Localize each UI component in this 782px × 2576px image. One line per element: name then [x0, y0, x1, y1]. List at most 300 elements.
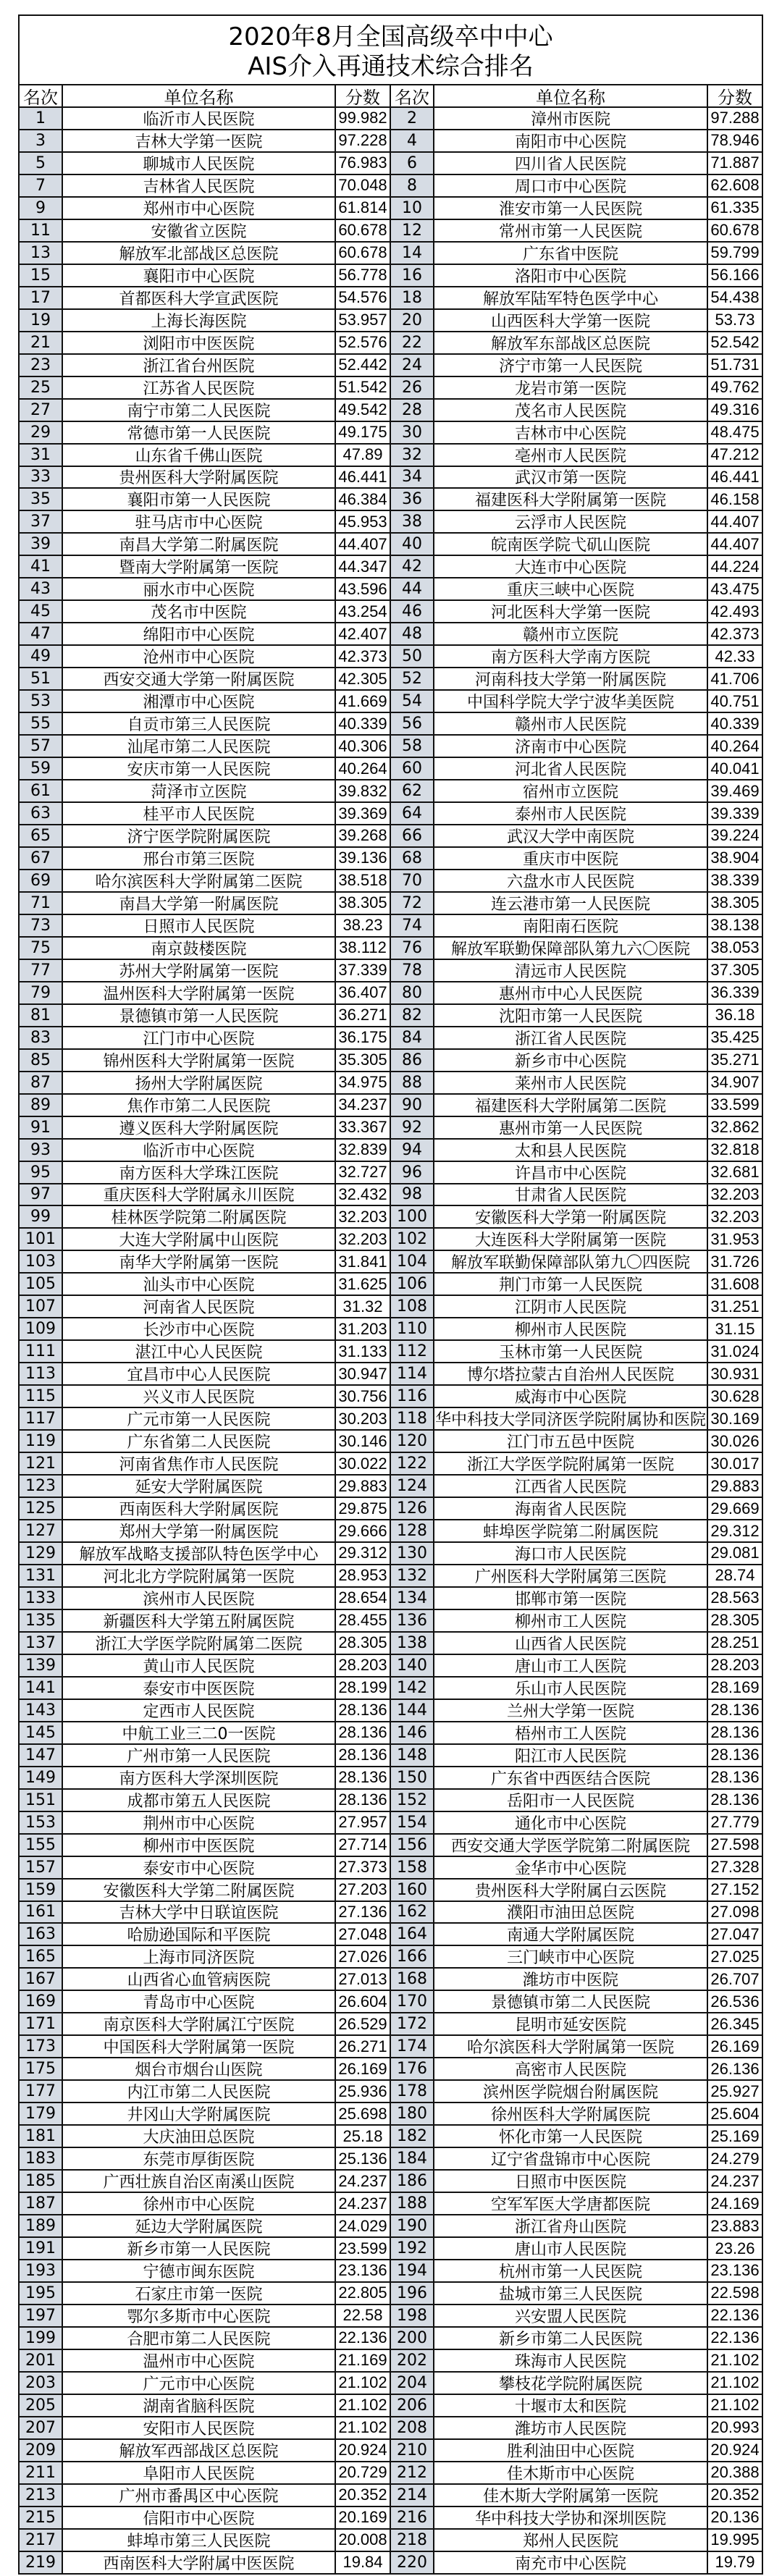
- hospital-name-cell: 龙岩市第一医院: [434, 377, 708, 400]
- rank-cell: 102: [391, 1229, 434, 1251]
- rank-cell: 92: [391, 1117, 434, 1140]
- rank-cell: 58: [391, 736, 434, 758]
- rank-cell: 24: [391, 355, 434, 377]
- score-cell: 38.138: [708, 915, 763, 938]
- hospital-name-cell: 汕尾市第二人民医院: [63, 736, 336, 758]
- score-cell: 30.931: [708, 1363, 763, 1386]
- rank-cell: 134: [391, 1588, 434, 1610]
- rank-cell: 171: [20, 2013, 63, 2036]
- table-row: [20, 130, 763, 153]
- rank-cell: 88: [391, 1072, 434, 1095]
- table-row: [20, 803, 763, 825]
- hospital-name-cell: 南昌大学第二附属医院: [63, 534, 336, 556]
- rank-cell: 54: [391, 691, 434, 713]
- score-cell: 52.542: [708, 332, 763, 355]
- table-row: [20, 2485, 763, 2507]
- score-cell: 21.169: [336, 2350, 391, 2373]
- rank-cell: 204: [391, 2373, 434, 2395]
- table-row: [20, 1543, 763, 1565]
- rank-cell: 217: [20, 2530, 63, 2552]
- score-cell: 26.345: [708, 2013, 763, 2036]
- hospital-name-cell: 通化市中心医院: [434, 1812, 708, 1835]
- rank-cell: 117: [20, 1408, 63, 1431]
- score-cell: 28.136: [708, 1767, 763, 1790]
- rank-cell: 218: [391, 2530, 434, 2552]
- score-cell: 31.726: [708, 1251, 763, 1274]
- table-row: [20, 1520, 763, 1543]
- table-row: [20, 377, 763, 400]
- score-cell: 31.32: [336, 1296, 391, 1318]
- table-row: [20, 1206, 763, 1229]
- rank-cell: 205: [20, 2395, 63, 2417]
- rank-cell: 95: [20, 1162, 63, 1184]
- table-row: [20, 1431, 763, 1453]
- score-cell: 28.136: [336, 1700, 391, 1722]
- rank-cell: 138: [391, 1633, 434, 1655]
- score-cell: 20.729: [336, 2462, 391, 2485]
- rank-cell: 93: [20, 1140, 63, 1162]
- rank-cell: 132: [391, 1565, 434, 1588]
- score-cell: 26.271: [336, 2036, 391, 2058]
- table-row: [20, 2103, 763, 2126]
- table-row: [20, 1902, 763, 1924]
- score-cell: 26.536: [708, 1991, 763, 2013]
- title-block: [20, 16, 763, 85]
- score-cell: 48.475: [708, 422, 763, 445]
- rank-cell: 73: [20, 915, 63, 938]
- table-row: [20, 1565, 763, 1588]
- rank-cell: 195: [20, 2283, 63, 2305]
- rank-cell: 186: [391, 2171, 434, 2193]
- table-row: [20, 1027, 763, 1050]
- score-cell: 19.79: [708, 2552, 763, 2575]
- hospital-name-cell: 蚌埠市第三人民医院: [63, 2530, 336, 2552]
- table-row: [20, 1296, 763, 1318]
- rank-cell: 113: [20, 1363, 63, 1386]
- score-cell: 23.26: [708, 2238, 763, 2260]
- hospital-name-cell: 上海市同济医院: [63, 1946, 336, 1969]
- hospital-name-cell: 珠海市人民医院: [434, 2350, 708, 2373]
- rank-cell: 139: [20, 1655, 63, 1678]
- rank-cell: 64: [391, 803, 434, 825]
- table-row: [20, 198, 763, 220]
- hospital-name-cell: 桂林医学院第二附属医院: [63, 1206, 336, 1229]
- hospital-name-cell: 解放军北部战区总医院: [63, 243, 336, 265]
- rank-cell: 133: [20, 1588, 63, 1610]
- rank-cell: 169: [20, 1991, 63, 2013]
- score-cell: 25.169: [708, 2126, 763, 2148]
- hospital-name-cell: 南华大学附属第一医院: [63, 1251, 336, 1274]
- score-cell: 54.576: [336, 287, 391, 310]
- hospital-name-cell: 延安大学附属医院: [63, 1476, 336, 1498]
- hospital-name-cell: 重庆医科大学附属永川医院: [63, 1184, 336, 1207]
- hospital-name-cell: 广东省中西医结合医院: [434, 1767, 708, 1790]
- score-cell: 97.228: [336, 130, 391, 153]
- score-cell: 39.268: [336, 825, 391, 848]
- score-cell: 40.264: [336, 758, 391, 780]
- hospital-name-cell: 南充市中心医院: [434, 2552, 708, 2575]
- rank-cell: 99: [20, 1206, 63, 1229]
- rank-cell: 152: [391, 1790, 434, 1812]
- hospital-name-cell: 哈尔滨医科大学附属第二医院: [63, 870, 336, 893]
- rank-cell: 136: [391, 1610, 434, 1633]
- table-row: [20, 2058, 763, 2081]
- rank-cell: 188: [391, 2193, 434, 2215]
- score-cell: 42.305: [336, 668, 391, 691]
- score-cell: 28.136: [336, 1767, 391, 1790]
- score-cell: 28.203: [336, 1655, 391, 1678]
- hospital-name-cell: 遵义医科大学附属医院: [63, 1117, 336, 1140]
- rank-cell: 48: [391, 623, 434, 646]
- rank-cell: 51: [20, 668, 63, 691]
- hospital-name-cell: 辽宁省盘锦市中心医院: [434, 2148, 708, 2171]
- score-cell: 33.599: [708, 1095, 763, 1117]
- score-cell: 25.698: [336, 2103, 391, 2126]
- title-line-1: 2020年8月全国高级卒中中心: [228, 22, 553, 51]
- table-row: [20, 736, 763, 758]
- score-cell: 52.576: [336, 332, 391, 355]
- hospital-name-cell: 胜利油田中心医院: [434, 2440, 708, 2462]
- score-cell: 30.203: [336, 1408, 391, 1431]
- score-cell: 25.136: [336, 2148, 391, 2171]
- hospital-name-cell: 江阴市人民医院: [434, 1296, 708, 1318]
- table-row: [20, 1700, 763, 1722]
- rank-cell: 20: [391, 310, 434, 332]
- hospital-name-cell: 日照市人民医院: [63, 915, 336, 938]
- hospital-name-cell: 郑州人民医院: [434, 2530, 708, 2552]
- score-cell: 38.23: [336, 915, 391, 938]
- hospital-name-cell: 浏阳市中医医院: [63, 332, 336, 355]
- rank-cell: 148: [391, 1745, 434, 1767]
- table-row: [20, 2507, 763, 2530]
- rank-cell: 206: [391, 2395, 434, 2417]
- hospital-name-cell: 广州医科大学附属第三医院: [434, 1565, 708, 1588]
- rank-cell: 83: [20, 1027, 63, 1050]
- score-cell: 23.136: [708, 2260, 763, 2283]
- rank-cell: 74: [391, 915, 434, 938]
- hospital-name-cell: 湖南省脑科医院: [63, 2395, 336, 2417]
- score-cell: 32.862: [708, 1117, 763, 1140]
- rank-cell: 198: [391, 2305, 434, 2328]
- hospital-name-cell: 丽水市中心医院: [63, 578, 336, 601]
- score-cell: 27.098: [708, 1902, 763, 1924]
- table-row: [20, 1835, 763, 1857]
- hospital-name-cell: 延边大学附属医院: [63, 2215, 336, 2238]
- rank-cell: 47: [20, 623, 63, 646]
- title-line-2: AIS介入再通技术综合排名: [248, 52, 534, 81]
- hospital-name-cell: 佳木斯大学附属第一医院: [434, 2485, 708, 2507]
- score-cell: 24.237: [708, 2171, 763, 2193]
- score-cell: 30.628: [708, 1386, 763, 1408]
- hospital-name-cell: 甘肃省人民医院: [434, 1184, 708, 1207]
- score-cell: 44.407: [708, 511, 763, 534]
- rank-cell: 122: [391, 1453, 434, 1476]
- hospital-name-cell: 华中科技大学协和深圳医院: [434, 2507, 708, 2530]
- table-row: [20, 1341, 763, 1363]
- rank-cell: 81: [20, 1005, 63, 1027]
- hospital-name-cell: 河南省焦作市人民医院: [63, 1453, 336, 1476]
- score-cell: 23.599: [336, 2238, 391, 2260]
- rank-cell: 129: [20, 1543, 63, 1565]
- hospital-name-cell: 四川省人民医院: [434, 153, 708, 175]
- hospital-name-cell: 常州市第一人民医院: [434, 220, 708, 243]
- table-row: [20, 2395, 763, 2417]
- table-row: [20, 2013, 763, 2036]
- rank-cell: 176: [391, 2058, 434, 2081]
- rank-cell: 97: [20, 1184, 63, 1207]
- rank-cell: 75: [20, 938, 63, 960]
- score-cell: 42.493: [708, 601, 763, 623]
- score-cell: 25.927: [708, 2081, 763, 2103]
- hospital-name-cell: 潍坊市中医院: [434, 1969, 708, 1991]
- hospital-name-cell: 昆明市延安医院: [434, 2013, 708, 2036]
- score-cell: 31.133: [336, 1341, 391, 1363]
- hospital-name-cell: 惠州市第一人民医院: [434, 1117, 708, 1140]
- score-cell: 35.271: [708, 1050, 763, 1072]
- rank-cell: 147: [20, 1745, 63, 1767]
- hospital-name-cell: 济宁市第一人民医院: [434, 355, 708, 377]
- table-row: [20, 243, 763, 265]
- hospital-name-cell: 浙江大学医学院附属第二医院: [63, 1633, 336, 1655]
- table-row: [20, 1229, 763, 1251]
- hospital-name-cell: 中国科学院大学宁波华美医院: [434, 691, 708, 713]
- hospital-name-cell: 西安交通大学第一附属医院: [63, 668, 336, 691]
- score-cell: 19.84: [336, 2552, 391, 2575]
- hospital-name-cell: 济南市中心医院: [434, 736, 708, 758]
- table-row: [20, 2260, 763, 2283]
- rank-cell: 197: [20, 2305, 63, 2328]
- rank-cell: 56: [391, 713, 434, 736]
- hospital-name-cell: 山西医科大学第一医院: [434, 310, 708, 332]
- rank-cell: 155: [20, 1835, 63, 1857]
- rank-cell: 207: [20, 2417, 63, 2440]
- rank-cell: 6: [391, 153, 434, 175]
- score-cell: 76.983: [336, 153, 391, 175]
- table-row: [20, 1767, 763, 1790]
- score-cell: 28.251: [708, 1633, 763, 1655]
- table-row: [20, 2350, 763, 2373]
- hospital-name-cell: 莱州市人民医院: [434, 1072, 708, 1095]
- hospital-name-cell: 乐山市人民医院: [434, 1678, 708, 1700]
- table-row: [20, 982, 763, 1005]
- hospital-name-cell: 景德镇市第一人民医院: [63, 1005, 336, 1027]
- hospital-name-cell: 茂名市中医院: [63, 601, 336, 623]
- score-cell: 40.339: [336, 713, 391, 736]
- rank-cell: 104: [391, 1251, 434, 1274]
- hospital-name-cell: 襄阳市第一人民医院: [63, 489, 336, 511]
- table-row: [20, 265, 763, 287]
- hospital-name-cell: 高密市人民医院: [434, 2058, 708, 2081]
- rank-cell: 174: [391, 2036, 434, 2058]
- score-cell: 29.883: [336, 1476, 391, 1498]
- score-cell: 35.305: [336, 1050, 391, 1072]
- table-row: [20, 2081, 763, 2103]
- hospital-name-cell: 武汉市第一医院: [434, 467, 708, 489]
- hospital-name-cell: 中国医科大学附属第一医院: [63, 2036, 336, 2058]
- score-cell: 38.053: [708, 938, 763, 960]
- rank-cell: 215: [20, 2507, 63, 2530]
- hospital-name-cell: 江门市中心医院: [63, 1027, 336, 1050]
- hospital-name-cell: 大庆油田总医院: [63, 2126, 336, 2148]
- hospital-name-cell: 山东省千佛山医院: [63, 445, 336, 467]
- rank-cell: 124: [391, 1476, 434, 1498]
- hospital-name-cell: 暨南大学附属第一医院: [63, 556, 336, 578]
- rank-cell: 59: [20, 758, 63, 780]
- hospital-name-cell: 泰州市人民医院: [434, 803, 708, 825]
- score-cell: 30.146: [336, 1431, 391, 1453]
- table-row: [20, 2462, 763, 2485]
- rank-cell: 158: [391, 1857, 434, 1880]
- rank-cell: 90: [391, 1095, 434, 1117]
- table-row: [20, 332, 763, 355]
- table-row: [20, 1274, 763, 1296]
- score-cell: 28.199: [336, 1678, 391, 1700]
- hospital-name-cell: 三门峡市中心医院: [434, 1946, 708, 1969]
- hospital-name-cell: 贵州医科大学附属医院: [63, 467, 336, 489]
- hospital-name-cell: 怀化市第一人民医院: [434, 2126, 708, 2148]
- rank-cell: 2: [391, 108, 434, 130]
- hospital-name-cell: 泰安市中医医院: [63, 1678, 336, 1700]
- score-cell: 47.212: [708, 445, 763, 467]
- rank-cell: 164: [391, 1924, 434, 1946]
- table-row: [20, 1318, 763, 1341]
- hospital-name-cell: 井冈山大学附属医院: [63, 2103, 336, 2126]
- rank-cell: 57: [20, 736, 63, 758]
- hospital-name-cell: 贵州医科大学附属白云医院: [434, 1880, 708, 1902]
- score-cell: 59.799: [708, 243, 763, 265]
- hospital-name-cell: 哈励逊国际和平医院: [63, 1924, 336, 1946]
- table-row: [20, 153, 763, 175]
- rank-cell: 7: [20, 175, 63, 198]
- rank-cell: 194: [391, 2260, 434, 2283]
- score-cell: 60.678: [336, 220, 391, 243]
- score-cell: 32.818: [708, 1140, 763, 1162]
- hospital-name-cell: 河南省人民医院: [63, 1296, 336, 1318]
- hospital-name-cell: 荆州市中心医院: [63, 1812, 336, 1835]
- score-cell: 29.669: [708, 1498, 763, 1520]
- score-cell: 36.407: [336, 982, 391, 1005]
- score-cell: 27.957: [336, 1812, 391, 1835]
- score-cell: 20.993: [708, 2417, 763, 2440]
- score-cell: 20.352: [336, 2485, 391, 2507]
- rank-cell: 163: [20, 1924, 63, 1946]
- rank-cell: 9: [20, 198, 63, 220]
- rank-cell: 184: [391, 2148, 434, 2171]
- hospital-name-cell: 福建医科大学附属第二医院: [434, 1095, 708, 1117]
- hospital-name-cell: 许昌市中心医院: [434, 1162, 708, 1184]
- table-row: [20, 848, 763, 870]
- rank-cell: 199: [20, 2328, 63, 2350]
- score-cell: 46.384: [336, 489, 391, 511]
- rank-cell: 130: [391, 1543, 434, 1565]
- rank-cell: 219: [20, 2552, 63, 2575]
- table-row: [20, 2440, 763, 2462]
- rank-cell: 183: [20, 2148, 63, 2171]
- hospital-name-cell: 扬州大学附属医院: [63, 1072, 336, 1095]
- score-cell: 32.432: [336, 1184, 391, 1207]
- score-cell: 27.779: [708, 1812, 763, 1835]
- rank-cell: 143: [20, 1700, 63, 1722]
- score-cell: 25.18: [336, 2126, 391, 2148]
- score-cell: 39.136: [336, 848, 391, 870]
- hospital-name-cell: 驻马店市中心医院: [63, 511, 336, 534]
- rank-cell: 167: [20, 1969, 63, 1991]
- score-cell: 23.136: [336, 2260, 391, 2283]
- hospital-name-cell: 绵阳市中心医院: [63, 623, 336, 646]
- score-cell: 28.136: [708, 1700, 763, 1722]
- table-row: [20, 467, 763, 489]
- score-cell: 38.112: [336, 938, 391, 960]
- hospital-name-cell: 徐州医科大学附属医院: [434, 2103, 708, 2126]
- table-row: [20, 175, 763, 198]
- score-cell: 99.982: [336, 108, 391, 130]
- score-cell: 41.669: [336, 691, 391, 713]
- header-name-left: 单位名称: [63, 85, 336, 108]
- hospital-name-cell: 海南省人民医院: [434, 1498, 708, 1520]
- hospital-name-cell: 皖南医学院弋矶山医院: [434, 534, 708, 556]
- score-cell: 27.598: [708, 1835, 763, 1857]
- rank-cell: 157: [20, 1857, 63, 1880]
- hospital-name-cell: 广西壮族自治区南溪山医院: [63, 2171, 336, 2193]
- rank-cell: 45: [20, 601, 63, 623]
- rank-cell: 98: [391, 1184, 434, 1207]
- rank-cell: 146: [391, 1722, 434, 1745]
- score-cell: 28.654: [336, 1588, 391, 1610]
- hospital-name-cell: 西安交通大学医学院第二附属医院: [434, 1835, 708, 1857]
- score-cell: 49.316: [708, 400, 763, 422]
- table-row: [20, 938, 763, 960]
- score-cell: 42.373: [336, 646, 391, 668]
- score-cell: 61.814: [336, 198, 391, 220]
- score-cell: 44.224: [708, 556, 763, 578]
- table-row: [20, 1408, 763, 1431]
- rank-cell: 214: [391, 2485, 434, 2507]
- hospital-name-cell: 吉林大学第一医院: [63, 130, 336, 153]
- rank-cell: 208: [391, 2417, 434, 2440]
- rank-cell: 200: [391, 2328, 434, 2350]
- hospital-name-cell: 柳州市中医医院: [63, 1835, 336, 1857]
- score-cell: 53.73: [708, 310, 763, 332]
- rank-cell: 69: [20, 870, 63, 893]
- hospital-name-cell: 华中科技大学同济医学院附属协和医院: [434, 1408, 708, 1431]
- score-cell: 27.152: [708, 1880, 763, 1902]
- rank-cell: 35: [20, 489, 63, 511]
- rank-cell: 29: [20, 422, 63, 445]
- table-row: [20, 1588, 763, 1610]
- score-cell: 28.136: [708, 1722, 763, 1745]
- hospital-name-cell: 浙江省台州医院: [63, 355, 336, 377]
- rank-cell: 12: [391, 220, 434, 243]
- hospital-name-cell: 福建医科大学附属第一医院: [434, 489, 708, 511]
- score-cell: 71.887: [708, 153, 763, 175]
- score-cell: 33.367: [336, 1117, 391, 1140]
- hospital-name-cell: 邢台市第三医院: [63, 848, 336, 870]
- rank-cell: 196: [391, 2283, 434, 2305]
- table-row: [20, 2193, 763, 2215]
- hospital-name-cell: 南昌大学第一附属医院: [63, 893, 336, 915]
- hospital-name-cell: 南方医科大学南方医院: [434, 646, 708, 668]
- rank-cell: 156: [391, 1835, 434, 1857]
- hospital-name-cell: 广元市第一人民医院: [63, 1408, 336, 1431]
- table-row: [20, 1790, 763, 1812]
- score-cell: 38.339: [708, 870, 763, 893]
- rank-cell: 170: [391, 1991, 434, 2013]
- score-cell: 24.237: [336, 2171, 391, 2193]
- table-row: [20, 1991, 763, 2013]
- score-cell: 21.102: [708, 2395, 763, 2417]
- table-row: [20, 2328, 763, 2350]
- rank-cell: 1: [20, 108, 63, 130]
